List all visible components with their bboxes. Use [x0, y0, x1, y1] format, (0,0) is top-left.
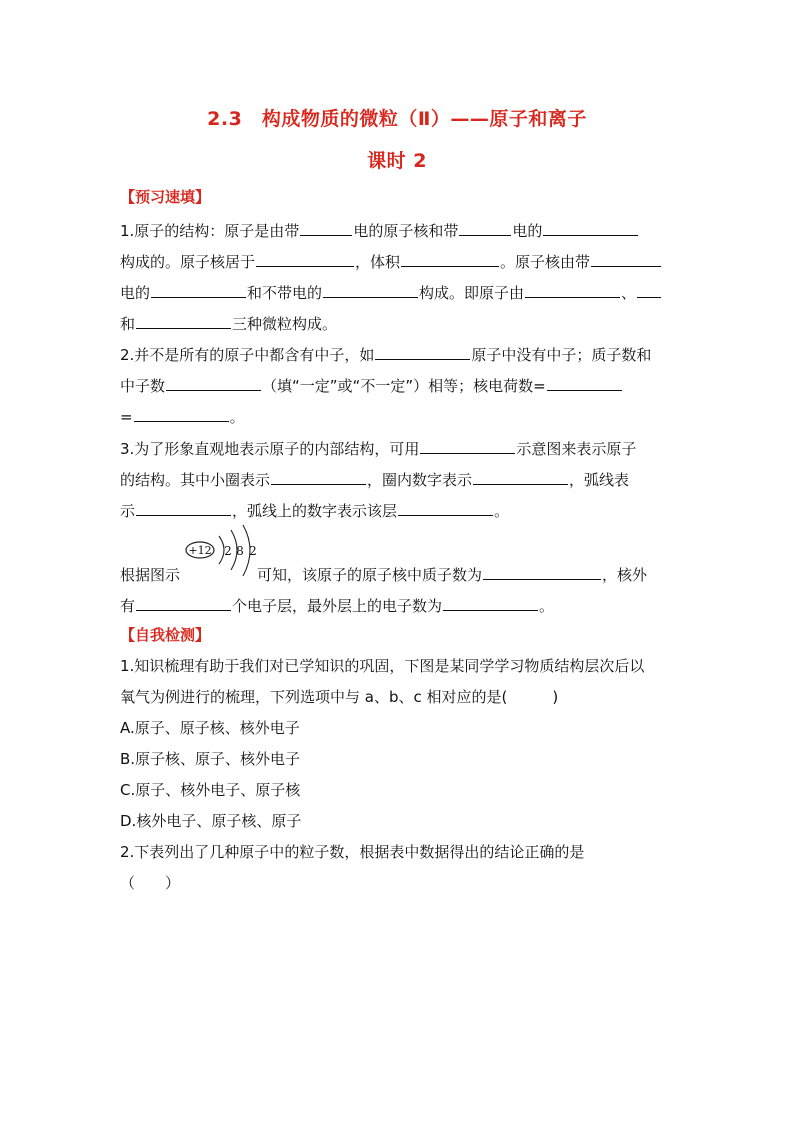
lesson-subtitle: 课时 2: [367, 150, 427, 172]
text: 电的原子核和带: [353, 222, 459, 240]
text: （填“一定”或“不一定”）相等；核电荷数=: [262, 377, 546, 395]
answer-blank[interactable]: [151, 281, 246, 298]
page-title: 2.3 构成物质的微粒（Ⅱ）——原子和离子: [207, 108, 587, 130]
answer-blank[interactable]: [543, 219, 638, 236]
answer-blank[interactable]: [166, 374, 261, 391]
preview-q1-line1: [120, 219, 639, 241]
text: 示: [120, 502, 136, 520]
self-check-q2-line1: 2.下表列出了几种原子中的粒子数，根据表中数据得出的结论正确的是: [120, 843, 585, 861]
answer-blank[interactable]: [547, 374, 622, 391]
option-b[interactable]: B.原子核、原子、核外电子: [120, 750, 301, 768]
option-a[interactable]: A.原子、原子核、核外电子: [120, 719, 300, 737]
preview-q1-line4: [120, 312, 337, 334]
text: 。原子核由带: [500, 253, 591, 271]
text: 电的: [512, 222, 543, 240]
answer-blank[interactable]: [420, 437, 515, 454]
shell-electron-count: 8: [236, 544, 244, 558]
section-self-check-heading: 【自我检测】: [120, 626, 211, 644]
answer-blank[interactable]: [401, 250, 499, 267]
text: =: [120, 408, 133, 426]
answer-blank[interactable]: [136, 312, 231, 329]
answer-blank[interactable]: [134, 405, 229, 422]
answer-blank[interactable]: [136, 499, 231, 516]
text: 、: [621, 284, 637, 302]
answer-blank[interactable]: [459, 219, 511, 236]
preview-q3-line2: [120, 468, 629, 490]
text: 。: [494, 502, 510, 520]
preview-q2-line3: [120, 405, 245, 427]
nucleus-charge: +12: [188, 544, 212, 557]
answer-blank[interactable]: [483, 563, 601, 580]
text: 中子数: [120, 377, 166, 395]
preview-q2-line2: [120, 374, 623, 396]
preview-q3-line1: [120, 437, 636, 459]
text: 。: [539, 597, 555, 615]
text: 有: [120, 597, 136, 615]
self-check-q2-line2: （ ）: [120, 874, 181, 892]
option-c[interactable]: C.原子、核外电子、原子核: [120, 781, 301, 799]
preview-q3-line3: [120, 499, 509, 521]
text: 根据图示: [120, 566, 181, 584]
text: 个电子层，最外层上的电子数为: [232, 597, 443, 615]
preview-q2-line1: [120, 343, 651, 365]
text: 示意图来表示原子: [516, 440, 637, 458]
text: 和不带电的: [247, 284, 323, 302]
answer-blank[interactable]: [323, 281, 418, 298]
text: 的结构。其中小圈表示: [120, 471, 271, 489]
answer-blank[interactable]: [271, 468, 366, 485]
self-check-q1-line1: 1.知识梳理有助于我们对已学知识的巩固，下图是某同学学习物质结构层次后以: [120, 657, 645, 675]
text: ，体积: [355, 253, 401, 271]
text: 2.并不是所有的原子中都含有中子，如: [120, 346, 375, 364]
preview-q1-line3: [120, 281, 662, 303]
shell-electron-count: 2: [249, 544, 257, 558]
text: 。: [229, 408, 245, 426]
answer-blank[interactable]: [591, 250, 661, 267]
answer-blank[interactable]: [300, 219, 352, 236]
answer-blank[interactable]: [525, 281, 620, 298]
answer-blank[interactable]: [637, 281, 661, 298]
answer-blank[interactable]: [136, 594, 231, 611]
section-preview-heading: 【预习速填】: [120, 188, 211, 206]
text: 可知，该原子的原子核中质子数为: [257, 566, 483, 584]
text: 构成。即原子由: [419, 284, 525, 302]
answer-blank[interactable]: [256, 250, 354, 267]
preview-q3-line5: [120, 594, 554, 616]
option-d[interactable]: D.核外电子、原子核、原子: [120, 812, 302, 830]
text: 3.为了形象直观地表示原子的内部结构，可用: [120, 440, 420, 458]
answer-blank[interactable]: [375, 343, 470, 360]
answer-blank[interactable]: [398, 499, 493, 516]
preview-q3-line4: [120, 563, 647, 585]
text: 和: [120, 315, 136, 333]
text: 电的: [120, 284, 151, 302]
text: 原子中没有中子；质子数和: [471, 346, 652, 364]
text: ，圈内数字表示: [367, 471, 473, 489]
answer-blank[interactable]: [473, 468, 568, 485]
text: ，核外: [602, 566, 648, 584]
text: ，弧线表: [569, 471, 630, 489]
answer-blank[interactable]: [443, 594, 538, 611]
self-check-q1-line2: 氧气为例进行的梳理，下列选项中与 a、b、c 相对应的是( ): [120, 688, 559, 706]
text: 构成的。原子核居于: [120, 253, 256, 271]
text: ，弧线上的数字表示该层: [232, 502, 398, 520]
preview-q1-line2: [120, 250, 662, 272]
text: 三种微粒构成。: [232, 315, 338, 333]
shell-electron-count: 2: [224, 544, 232, 558]
text: 1.原子的结构：原子是由带: [120, 222, 300, 240]
